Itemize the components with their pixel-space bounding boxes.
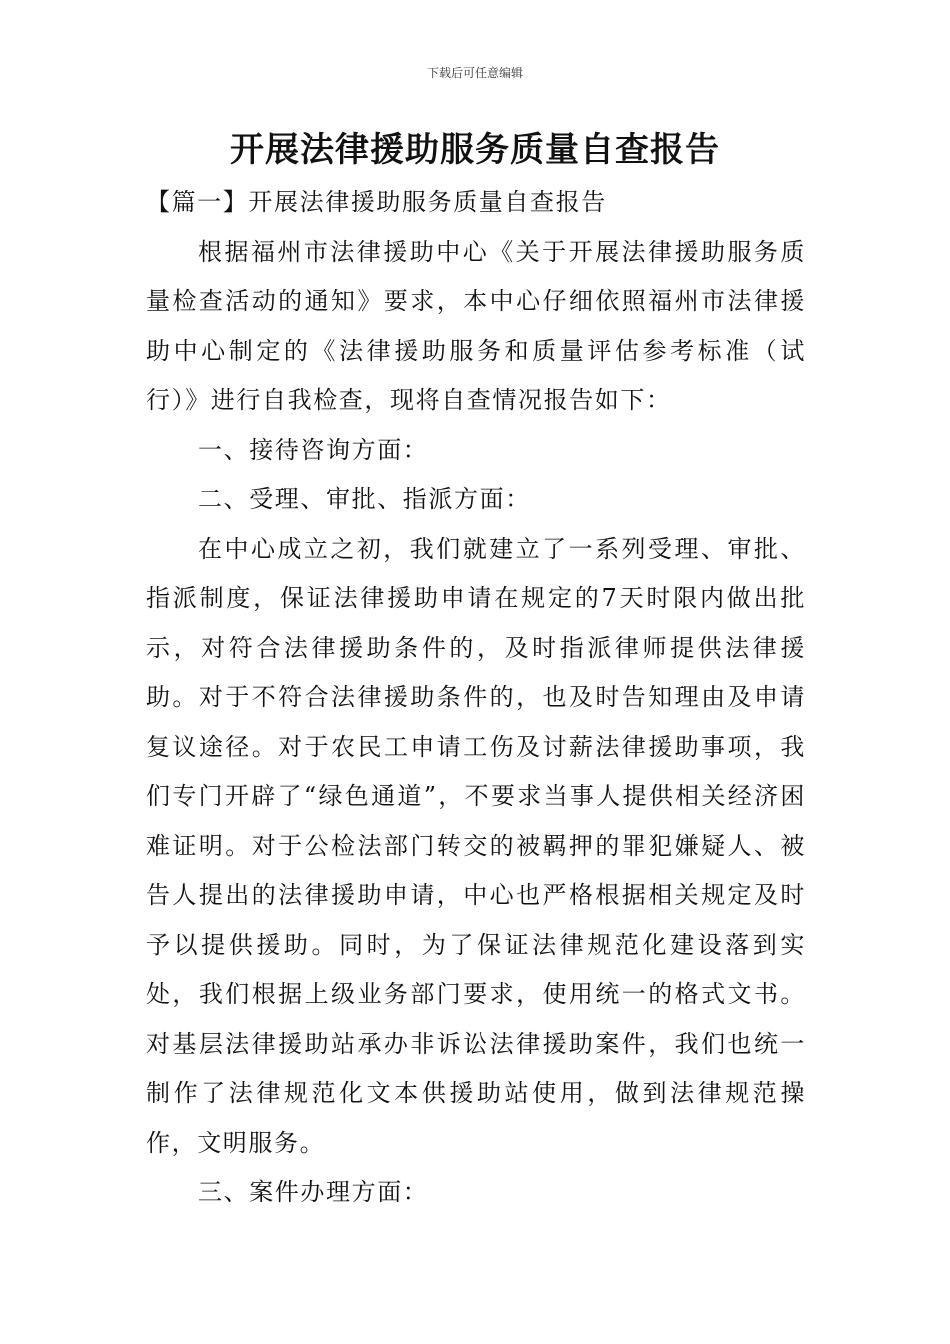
section-heading-consultation: 一、接待咨询方面： — [198, 435, 429, 464]
section-heading-case-handling: 三、案件办理方面： — [198, 1178, 429, 1206]
section-subtitle: 【篇一】开展法律援助服务质量自查报告 — [146, 188, 607, 216]
document-title: 开展法律援助服务质量自查报告 — [230, 130, 720, 170]
section-heading-acceptance: 二、受理、审批、指派方面： — [198, 485, 531, 513]
header-note: 下载后可任意编辑 — [426, 66, 523, 80]
acceptance-paragraph: 在中心成立之初，我们就建立了一系列受理、审批、指派制度，保证法律援助申请在规定的7天时限内做出批示，对符合法律援助条件的，及时指派律师提供法律援助。对于不符合法律援助条件的，也及时告知理由及申请复议途径。对于农民工申请工伤及讨薪法律援助事项，我们专门开辟了“绿色通道”，不要求当事人提供相关经济困难证明。对于公检法部门转交的被羁押的罪犯嫌疑人、被告人提出的法律援助申请，中心也严格根据相关规定及时予以提供援助。同时，为了保证法律规范化建设落到实处，我们根据上级业务部门要求，使用统一的格式文书。对基层法律援助站承办非诉讼法律援助案件，我们也统一制作了法律规范化文本供援助站使用，做到法律规范操作，文明服务。 — [146, 534, 806, 1157]
document-body — [146, 178, 806, 1218]
intro-paragraph: 根据福州市法律援助中心《关于开展法律援助服务质量检查活动的通知》要求，本中心仔细依照福州市法律援助中心制定的《法律援助服务和质量评估参考标准（试行）》进行自我检查，现将自查情况报告如下： — [146, 237, 806, 414]
